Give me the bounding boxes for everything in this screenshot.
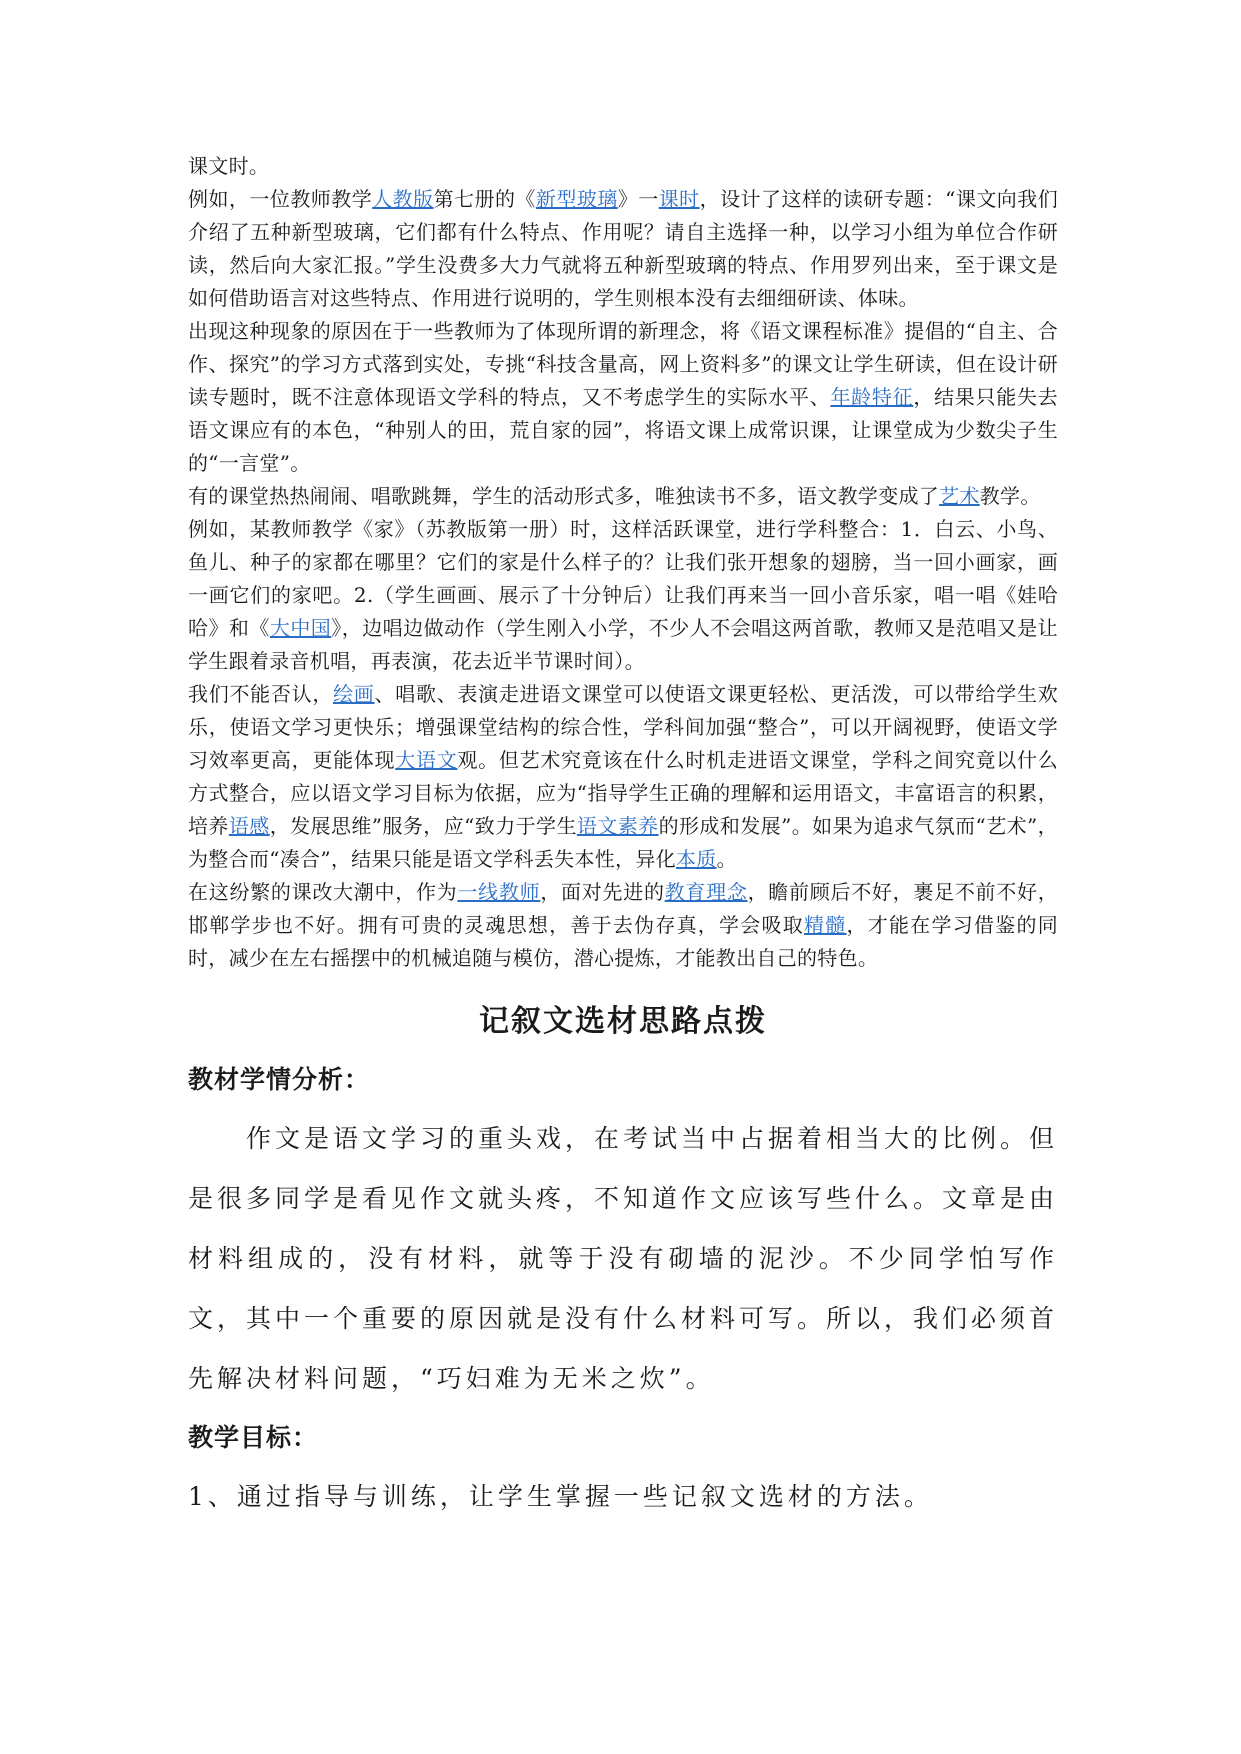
text-run: 观。但艺术究竟该在什么时机走进语文课堂，学科之间究竟以什么方式整合，应以语文学习目标为依据，应为“指导学生正确的理解和运用语文，丰富语言的积累，培养 — [188, 748, 1059, 838]
link-essence[interactable]: 本质 — [675, 847, 717, 871]
text-run: ，设计了这样的读研专题：“课文向我们介绍了五种新型玻璃，它们都有什么特点、作用呢？请自主选择一种，以学习小组为单位合作研读，然后向大家汇报。”学生没费多大力气就将五种新型玻璃的特点、作用罗列出来，至于课文是如何借助语言对这些特点、作用进行说明的，学生则根本没有去细细研读、体味。 — [188, 187, 1059, 310]
paragraph-reform-tide — [188, 876, 1058, 975]
text-run: 我们不能否认， — [188, 682, 334, 706]
text-run: 在这纷繁的课改大潮中，作为 — [188, 880, 458, 904]
paragraph-lesson-time — [188, 150, 1058, 183]
paragraph-home-example — [188, 513, 1058, 678]
analysis-paragraph: 作文是语文学习的重头戏，在考试当中占据着相当大的比例。但是很多同学是看见作文就头疼，不知道作文应该写些什么。文章是由材料组成的，没有材料，就等于没有砌墙的泥沙。不少同学怕写作文，其中一个重要的原因就是没有什么材料可写。所以，我们必须首先解决材料问题，“巧妇难为无米之炊”。 — [188, 1124, 1059, 1393]
paragraph-glass-example — [188, 183, 1058, 315]
text-run: ，才能在学习借鉴的同时，减少在左右摇摆中的机械追随与模仿，潜心提炼，才能教出自己的特色。 — [188, 913, 1058, 970]
text-run: 教学。 — [979, 484, 1041, 508]
link-art[interactable]: 艺术 — [939, 484, 980, 508]
text-run: 。 — [716, 847, 737, 871]
link-education-philosophy[interactable]: 教育理念 — [664, 880, 748, 904]
link-class-hour[interactable]: 课时 — [658, 187, 700, 211]
text-run: 、唱歌、表演走进语文课堂可以使语文课更轻松、更活泼，可以带给学生欢乐，使语文学习更快乐；增强课堂结构的综合性，学科间加强“整合”，可以开阔视野，使语文学习效率更高，更能体现 — [188, 682, 1058, 772]
link-language-sense[interactable]: 语感 — [228, 814, 270, 838]
link-painting[interactable]: 绘画 — [333, 682, 375, 706]
document-content — [188, 150, 1058, 1527]
link-essence-jingsui[interactable]: 精髓 — [804, 913, 847, 937]
text-run: ，面对先进的 — [540, 880, 665, 904]
goal-item-1: 1、通过指导与训练，让学生掌握一些记叙文选材的方法。 — [188, 1482, 933, 1511]
paragraph-lively-class — [188, 480, 1058, 513]
text-run: 有的课堂热热闹闹、唱歌跳舞，学生的活动形式多，唯独读书不多，语文教学变成了 — [188, 484, 940, 508]
text-run: ，瞻前顾后不好，裹足不前不好，邯郸学步也不好。拥有可贵的灵魂思想，善于去伪存真，学会吸取 — [188, 880, 1059, 937]
text-run: ，发展思维”服务，应“致力于学生 — [269, 814, 577, 838]
text-run: ，结果只能失去语文课应有的本色，“种别人的田，荒自家的园”，将语文课上成常识课，让课堂成为少数尖子生的“一言堂”。 — [188, 385, 1058, 475]
text-run: 出现这种现象的原因在于一些教师为了体现所谓的新理念，将《语文课程标准》提倡的“自主、合作、探究”的学习方式落到实处，专挑“科技含量高，网上资料多”的课文让学生研读，但在设计研读专题时，既不注意体现语文学科的特点，又不考虑学生的实际水平、 — [188, 319, 1058, 409]
section-title: 记叙文选材思路点拨 — [479, 1004, 767, 1039]
text-run: 第七册的《 — [433, 187, 536, 211]
text-run: 》一 — [617, 187, 659, 211]
link-renjiaoban[interactable]: 人教版 — [372, 187, 434, 211]
link-chinese-literacy[interactable]: 语文素养 — [576, 814, 659, 838]
text-run: 例如，一位教师教学 — [188, 187, 373, 211]
text-run: 例如，某教师教学《家》（苏教版第一册）时，这样活跃课堂，进行学科整合：1．白云、小鸟、鱼儿、种子的家都在哪里？它们的家是什么样子的？让我们张开想象的翅膀，当一回小画家，画一画它们的家吧。2.（学生画画、展示了十分钟后）让我们再来当一回小音乐家，唱一唱《娃哈哈》和《 — [188, 517, 1058, 640]
link-age-features[interactable]: 年龄特征 — [830, 385, 914, 409]
link-new-glass[interactable]: 新型玻璃 — [535, 187, 618, 211]
heading-analysis: 教材学情分析： — [188, 1065, 371, 1094]
link-big-china[interactable]: 大中国 — [269, 616, 332, 640]
heading-goals: 教学目标： — [188, 1423, 319, 1452]
paragraph-cannot-deny — [188, 678, 1058, 876]
text-run: 》，边唱边做动作（学生刚入小学，不少人不会唱这两首歌，教师又是范唱又是让学生跟着录音机唱，再表演，花去近半节课时间）。 — [188, 616, 1058, 673]
text-run: 课文时。 — [188, 154, 270, 178]
text-run: 的形成和发展”。如果为追求气氛而“艺术”，为整合而“凑合”，结果只能是语文学科丢失本性，异化 — [188, 814, 1058, 871]
link-big-chinese[interactable]: 大语文 — [395, 748, 458, 772]
paragraph-reason — [188, 315, 1058, 480]
link-frontline-teacher[interactable]: 一线教师 — [457, 880, 541, 904]
